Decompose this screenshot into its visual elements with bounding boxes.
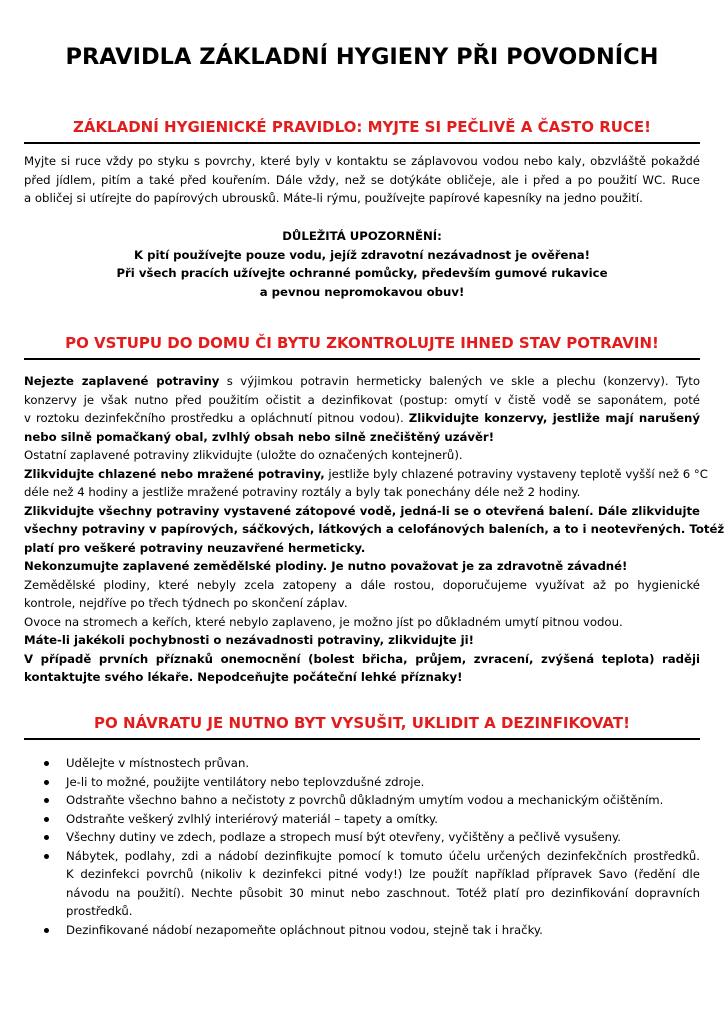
section2-paragraph <box>24 372 724 687</box>
list-item-text: K dezinfekci povrchů (nikoliv k dezinfekci pitné vody!) lze použít například přípravek Savo (ředění dle <box>66 867 700 881</box>
list-item-text: Je-li to možné, použijte ventilátory nebo teplovzdušné zdroje. <box>66 774 425 789</box>
section1-line: a obličej si utírejte do papírových ubrousků. Máte-li rýmu, používejte papírové kapesníky na jedno použití. <box>24 191 643 205</box>
warning-title: DŮLEŽITÁ UPOZORNĚNÍ: <box>282 229 442 243</box>
warning-line: Při všech pracích užívejte ochranné pomůcky, především gumové rukavice <box>116 266 608 280</box>
list-item-text: návodu na použití). Nechte působit 30 minut nebo zaschnout. Totéž platí pro dezinfikování dopravních <box>66 885 700 900</box>
section2-rule <box>24 358 700 360</box>
section2-line: platí pro veškeré potraviny neuzavřené hermeticky. <box>24 540 366 555</box>
section3-heading: PO NÁVRATU JE NUTNO BYT VYSUŠIT, UKLIDIT A DEZINFIKOVAT! <box>94 714 630 732</box>
section1-heading: ZÁKLADNÍ HYGIENICKÉ PRAVIDLO: MYJTE SI PEČLIVĚ A ČASTO RUCE! <box>72 118 652 136</box>
list-item <box>24 773 700 792</box>
list-item-text: Odstraňte veškerý zvlhlý interiérový materiál – tapety a omítky. <box>66 811 439 826</box>
section2-line <box>24 465 708 484</box>
bullet-icon <box>44 780 49 785</box>
normal-text: s výjimkou potravin hermeticky balených ve skle a plechu (konzervy). Tyto <box>219 374 700 388</box>
warning-line: a pevnou nepromokavou obuv! <box>259 284 465 299</box>
section1-rule <box>24 142 700 144</box>
list-item-text: Všechny dutiny ve zdech, podlaze a stropech musí být otevřeny, vyčištěny a pečlivě vysušeny. <box>66 830 621 844</box>
section2-line: kontrole, nejdříve po třech týdnech po skončení záplav. <box>24 596 348 610</box>
section1-line: Myjte si ruce vždy po styku s povrchy, které byly v kontaktu se záplavovou vodou nebo kaly, obzvláště pokaždé <box>24 154 700 168</box>
bullet-icon <box>44 854 49 859</box>
section2-line: Ovoce na stromech a keřích, které nebylo zaplaveno, je možno jíst po důkladném umytí pitnou vodou. <box>24 614 623 629</box>
bullet-icon <box>44 817 49 822</box>
section2-line: kontaktujte svého lékaře. Nepodceňujte počáteční lehké příznaky! <box>24 670 463 684</box>
section2-line: nebo silně pomačkaný obal, zvlhlý obsah nebo silně znečištěný uzávěr! <box>24 429 495 444</box>
list-item-text: prostředků. <box>66 904 133 918</box>
normal-text: jestliže byly chlazené potraviny vystaveny teplotě vyšší než 6 °C <box>324 466 708 481</box>
section3-rule <box>24 738 700 740</box>
bullet-icon <box>44 835 49 840</box>
bullet-icon <box>44 798 49 803</box>
list-item-text: Udělejte v místnostech průvan. <box>66 756 250 770</box>
normal-text: v roztoku dezinfekčního prostředku a opláchnutí pitnou vodou). <box>24 411 409 425</box>
page-title: PRAVIDLA ZÁKLADNÍ HYGIENY PŘI POVODNÍCH <box>65 44 659 70</box>
bold-text: Zlikvidujte konzervy, jestliže mají narušený <box>408 411 700 425</box>
section2-line: konzervy je však nutno před použitím očistit a dezinfikovat (postup: omytí v čistě vodě se saponátem, poté <box>24 392 700 407</box>
list-item <box>24 791 700 810</box>
bullet-icon <box>44 761 49 766</box>
section2-line: déle než 4 hodiny a jestliže mražené potraviny roztály a byly tak ponechány déle než 2 hodiny. <box>24 485 581 499</box>
section2-line: Zemědělské plodiny, které nebyly zcela zatopeny a dále rostou, doporučujeme využívat až po hygienické <box>24 577 700 592</box>
list-item <box>24 921 700 940</box>
list-item <box>24 754 700 773</box>
section1-paragraph <box>24 152 700 208</box>
list-item-text: Nábytek, podlahy, zdi a nádobí dezinfikujte pomocí k tomuto účelu určených dezinfekčních prostředků. <box>66 848 700 863</box>
section2-line <box>24 372 700 391</box>
warning-line: K pití používejte pouze vodu, jejíž zdravotní nezávadnost je ověřena! <box>133 247 591 262</box>
section2-line: Máte-li jakékoli pochybnosti o nezávadnosti potraviny, zlikvidujte ji! <box>24 633 474 647</box>
section2-heading: PO VSTUPU DO DOMU ČI BYTU ZKONTROLUJTE IHNED STAV POTRAVIN! <box>65 334 659 352</box>
section2-line <box>24 409 700 428</box>
warning-box <box>24 227 700 301</box>
section2-line: Ostatní zaplavené potraviny zlikvidujte (uložte do označených kontejnerů). <box>24 448 463 462</box>
list-item-text: Odstraňte všechno bahno a nečistoty z povrchů důkladným umytím vodou a mechanickým očištěním. <box>66 793 664 807</box>
section2-line: všechny potraviny v papírových, sáčkových, látkových a celofánových baleních, a to i neotevřených. Totéž <box>24 522 724 536</box>
list-item-text: Dezinfikované nádobí nezapomeňte opláchnout pitnou vodou, stejně tak i hračky. <box>66 922 543 937</box>
cleanup-list <box>24 754 700 939</box>
section1-line: před jídlem, pitím a také před kouřením. Dále vždy, než se dotýkáte obličeje, ale i před a po použití WC. Ruce <box>24 172 700 187</box>
bullet-icon <box>44 928 49 933</box>
bold-text: Zlikvidujte chlazené nebo mražené potraviny, <box>24 466 325 481</box>
section2-line: V případě prvních příznaků onemocnění (bolest břicha, průjem, zvracení, zvýšená teplota) raději <box>24 651 700 666</box>
bold-text: Nejezte zaplavené potraviny <box>24 374 220 388</box>
list-item <box>24 810 700 829</box>
list-item <box>24 828 700 847</box>
section2-line: Zlikvidujte všechny potraviny vystavené zátopové vodě, jedná-li se o otevřená balení. Dále zlikvidujte <box>24 503 700 518</box>
list-item <box>24 847 700 921</box>
section2-line: Nekonzumujte zaplavené zemědělské plodiny. Je nutno považovat je za zdravotně závadné! <box>24 559 628 573</box>
